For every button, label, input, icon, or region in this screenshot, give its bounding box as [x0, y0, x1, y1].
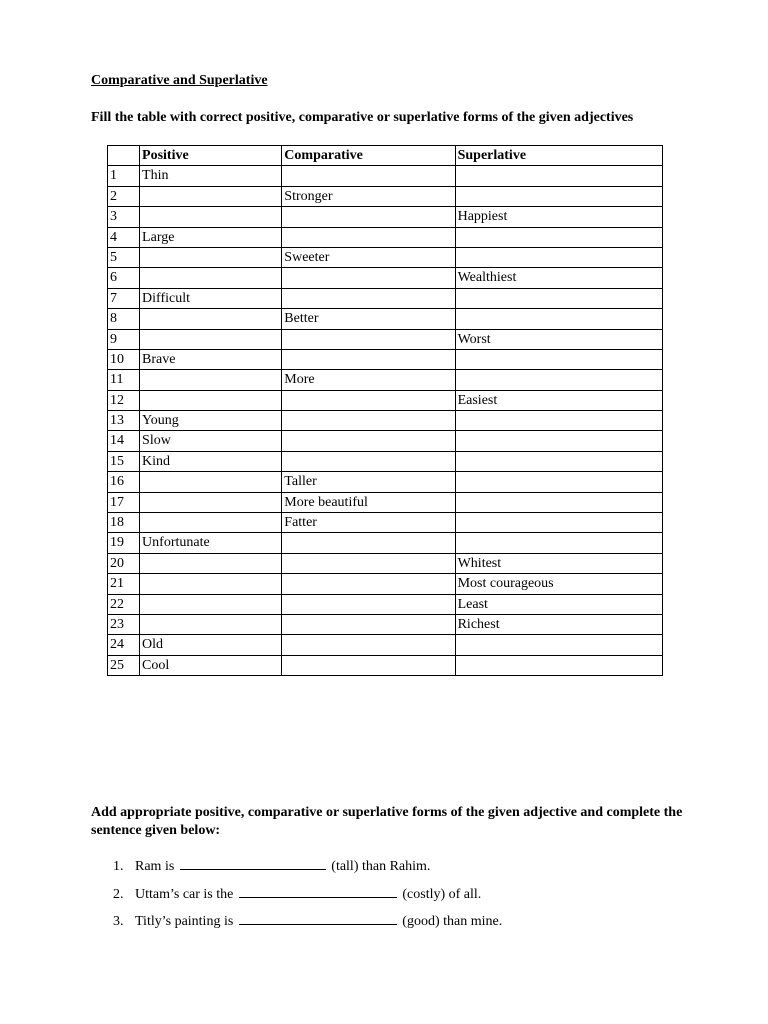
positive-cell	[140, 553, 282, 573]
positive-cell: Kind	[140, 451, 282, 471]
row-number: 14	[108, 431, 140, 451]
superlative-cell	[455, 227, 662, 247]
superlative-cell	[455, 635, 662, 655]
comparative-cell: Fatter	[282, 513, 455, 533]
positive-cell	[140, 207, 282, 227]
positive-cell	[140, 472, 282, 492]
comparative-cell	[282, 349, 455, 369]
row-number: 16	[108, 472, 140, 492]
sentence-before: Titly’s painting is	[135, 914, 234, 929]
list-item	[91, 912, 502, 940]
header-comparative: Comparative	[282, 146, 455, 166]
table-row	[108, 207, 663, 227]
comparative-cell	[282, 574, 455, 594]
comparative-cell	[282, 635, 455, 655]
positive-cell	[140, 309, 282, 329]
table-row	[108, 533, 663, 553]
superlative-cell	[455, 655, 662, 675]
table-body	[108, 166, 663, 676]
comparative-cell	[282, 329, 455, 349]
row-number: 21	[108, 574, 140, 594]
sentence-number: 2.	[113, 886, 124, 902]
sentence-number: 3.	[113, 914, 124, 929]
superlative-cell	[455, 451, 662, 471]
table-row	[108, 329, 663, 349]
superlative-cell	[455, 472, 662, 492]
table-row	[108, 227, 663, 247]
table-row	[108, 431, 663, 451]
comparative-cell	[282, 431, 455, 451]
sentence-list	[91, 857, 502, 940]
row-number: 5	[108, 247, 140, 267]
row-number: 1	[108, 166, 140, 186]
superlative-cell: Most courageous	[455, 574, 662, 594]
positive-cell	[140, 370, 282, 390]
positive-cell	[140, 329, 282, 349]
sentence-after: (costly) of all.	[402, 886, 482, 902]
comparative-cell: More	[282, 370, 455, 390]
table-row	[108, 574, 663, 594]
comparative-cell	[282, 553, 455, 573]
comparative-cell: More beautiful	[282, 492, 455, 512]
comparative-cell	[282, 288, 455, 308]
superlative-cell	[455, 186, 662, 206]
adjective-table	[107, 145, 663, 676]
superlative-cell	[455, 247, 662, 267]
sentence-before: Uttam’s car is the	[135, 886, 234, 902]
table-row	[108, 309, 663, 329]
comparative-cell	[282, 166, 455, 186]
comparative-cell	[282, 533, 455, 553]
header-superlative: Superlative	[455, 146, 662, 166]
table-row	[108, 268, 663, 288]
row-number: 22	[108, 594, 140, 614]
superlative-cell: Whitest	[455, 553, 662, 573]
row-number: 7	[108, 288, 140, 308]
row-number: 15	[108, 451, 140, 471]
comparative-cell	[282, 411, 455, 431]
comparative-cell	[282, 227, 455, 247]
row-number: 6	[108, 268, 140, 288]
table-row	[108, 492, 663, 512]
header-positive: Positive	[140, 146, 282, 166]
row-number: 4	[108, 227, 140, 247]
positive-cell	[140, 614, 282, 634]
page-title: Comparative and Superlative	[91, 73, 268, 88]
table-row	[108, 247, 663, 267]
sentence-after: (good) than mine.	[402, 914, 503, 929]
sentence-before: Ram is	[135, 859, 175, 874]
row-number: 9	[108, 329, 140, 349]
comparative-cell	[282, 655, 455, 675]
table-row	[108, 349, 663, 369]
row-number: 25	[108, 655, 140, 675]
list-item	[91, 857, 502, 885]
positive-cell	[140, 247, 282, 267]
row-number: 18	[108, 513, 140, 533]
superlative-cell: Least	[455, 594, 662, 614]
table-row	[108, 288, 663, 308]
superlative-cell: Wealthiest	[455, 268, 662, 288]
positive-cell: Young	[140, 411, 282, 431]
row-number: 8	[108, 309, 140, 329]
positive-cell: Brave	[140, 349, 282, 369]
superlative-cell: Richest	[455, 614, 662, 634]
positive-cell	[140, 390, 282, 410]
superlative-cell	[455, 309, 662, 329]
table-row	[108, 186, 663, 206]
row-number: 20	[108, 553, 140, 573]
list-item	[91, 885, 502, 913]
positive-cell: Difficult	[140, 288, 282, 308]
superlative-cell	[455, 431, 662, 451]
superlative-cell: Easiest	[455, 390, 662, 410]
answer-blank[interactable]	[180, 857, 326, 870]
comparative-cell	[282, 594, 455, 614]
positive-cell: Old	[140, 635, 282, 655]
superlative-cell: Worst	[455, 329, 662, 349]
row-number: 19	[108, 533, 140, 553]
table-row	[108, 370, 663, 390]
sentence-instruction: Add appropriate positive, comparative or superlative forms of the given adjective and complete the sentence given below:	[91, 805, 683, 838]
sentence-after: (tall) than Rahim.	[331, 859, 431, 874]
row-number: 23	[108, 614, 140, 634]
positive-cell: Large	[140, 227, 282, 247]
superlative-cell	[455, 492, 662, 512]
superlative-cell	[455, 411, 662, 431]
superlative-cell	[455, 533, 662, 553]
superlative-cell	[455, 166, 662, 186]
superlative-cell: Happiest	[455, 207, 662, 227]
table-row	[108, 411, 663, 431]
superlative-cell	[455, 349, 662, 369]
row-number: 3	[108, 207, 140, 227]
positive-cell: Unfortunate	[140, 533, 282, 553]
table-row	[108, 635, 663, 655]
positive-cell	[140, 513, 282, 533]
table-row	[108, 614, 663, 634]
superlative-cell	[455, 513, 662, 533]
row-number: 11	[108, 370, 140, 390]
positive-cell	[140, 268, 282, 288]
row-number: 13	[108, 411, 140, 431]
table-row	[108, 553, 663, 573]
answer-blank[interactable]	[239, 885, 397, 898]
superlative-cell	[455, 370, 662, 390]
comparative-cell	[282, 451, 455, 471]
table-row	[108, 451, 663, 471]
positive-cell	[140, 594, 282, 614]
comparative-cell: Taller	[282, 472, 455, 492]
comparative-cell: Better	[282, 309, 455, 329]
positive-cell: Cool	[140, 655, 282, 675]
table-row	[108, 655, 663, 675]
comparative-cell	[282, 390, 455, 410]
table-row	[108, 390, 663, 410]
positive-cell	[140, 186, 282, 206]
row-number: 12	[108, 390, 140, 410]
comparative-cell	[282, 207, 455, 227]
superlative-cell	[455, 288, 662, 308]
positive-cell: Slow	[140, 431, 282, 451]
table-instruction: Fill the table with correct positive, comparative or superlative forms of the given adjectives	[91, 110, 634, 125]
comparative-cell	[282, 268, 455, 288]
row-number: 10	[108, 349, 140, 369]
positive-cell: Thin	[140, 166, 282, 186]
comparative-cell	[282, 614, 455, 634]
row-number: 17	[108, 492, 140, 512]
comparative-cell: Stronger	[282, 186, 455, 206]
positive-cell	[140, 574, 282, 594]
table-row	[108, 472, 663, 492]
positive-cell	[140, 492, 282, 512]
header-number	[108, 146, 140, 166]
table-row	[108, 594, 663, 614]
table-header-row	[108, 146, 663, 166]
row-number: 2	[108, 186, 140, 206]
sentence-number: 1.	[113, 859, 124, 874]
answer-blank[interactable]	[239, 912, 397, 925]
table-row	[108, 513, 663, 533]
comparative-cell: Sweeter	[282, 247, 455, 267]
row-number: 24	[108, 635, 140, 655]
table-row	[108, 166, 663, 186]
